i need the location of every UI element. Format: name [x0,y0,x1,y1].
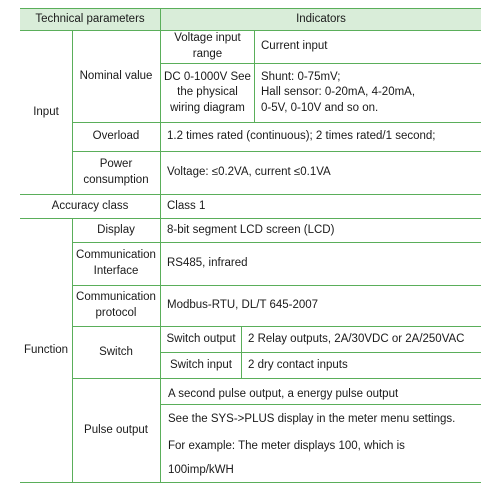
voltage-range-header: Voltage input range [174,32,241,60]
divider [72,218,73,483]
switch-input-label: Switch input [169,358,232,371]
display-label: Display [97,223,135,236]
switch-input-value: 2 dry contact inputs [248,358,348,371]
pulse-output-line-2: See the SYS->PLUS display in the meter menu settings. [168,413,456,425]
switch-label: Switch [99,345,133,358]
divider [160,404,481,405]
divider [160,63,481,64]
header-indicators [161,8,481,30]
current-input-value-line-3: 0-5V, 0-10V and so on. [261,101,379,114]
input-group-label: Input [33,105,59,118]
divider [72,30,73,195]
switch-output-value: 2 Relay outputs, 2A/30VDC or 2A/250VAC [248,332,465,345]
communication-interface-value: RS485, infrared [167,257,248,270]
current-input-value-line-1: Shunt: 0-75mV; [261,70,341,83]
overload-label: Overload [92,130,140,143]
divider [20,194,481,195]
table-bottom-border [20,482,481,483]
accuracy-class-label: Accuracy class [51,199,129,212]
power-consumption-label: Power consumption [83,158,149,186]
overload-value: 1.2 times rated (continuous); 2 times rated/1 second; [167,130,436,143]
divider [20,30,481,31]
divider [20,218,481,219]
divider [254,30,255,123]
divider [72,285,481,286]
power-consumption-value: Voltage: ≤0.2VA, current ≤0.1VA [167,166,331,179]
switch-output-label: Switch output [166,332,236,345]
divider [160,8,161,483]
communication-protocol-label: Communication protocol [76,291,156,319]
table-top-border [20,8,481,9]
pulse-output-line-1: A second pulse output, a energy pulse output [168,388,399,400]
divider [72,122,481,123]
voltage-range-value: DC 0-1000V See the physical wiring diagram [164,70,251,114]
divider [72,151,481,152]
divider [72,242,481,243]
divider [72,326,481,327]
accuracy-class-value: Class 1 [167,199,206,212]
pulse-output-label: Pulse output [84,423,148,436]
communication-protocol-value: Modbus-RTU, DL/T 645-2007 [167,299,319,312]
divider [160,352,481,353]
header-technical-parameters [20,8,160,30]
function-group-label: Function [23,343,69,356]
pulse-output-line-4: 100imp/kWH [168,464,234,476]
divider [241,326,242,379]
current-input-value-line-2: Hall sensor: 0-20mA, 4-20mA, [261,86,416,99]
header-technical-parameters-text: Technical parameters [35,13,145,25]
display-value: 8-bit segment LCD screen (LCD) [167,223,335,236]
nominal-value-label: Nominal value [79,69,153,82]
header-indicators-text: Indicators [296,13,346,25]
current-input-header: Current input [261,40,328,53]
communication-interface-label: Communication Interface [76,249,156,277]
current-input-value [255,64,495,122]
pulse-output-line-3: For example: The meter displays 100, which is [168,440,405,452]
divider [72,378,481,379]
